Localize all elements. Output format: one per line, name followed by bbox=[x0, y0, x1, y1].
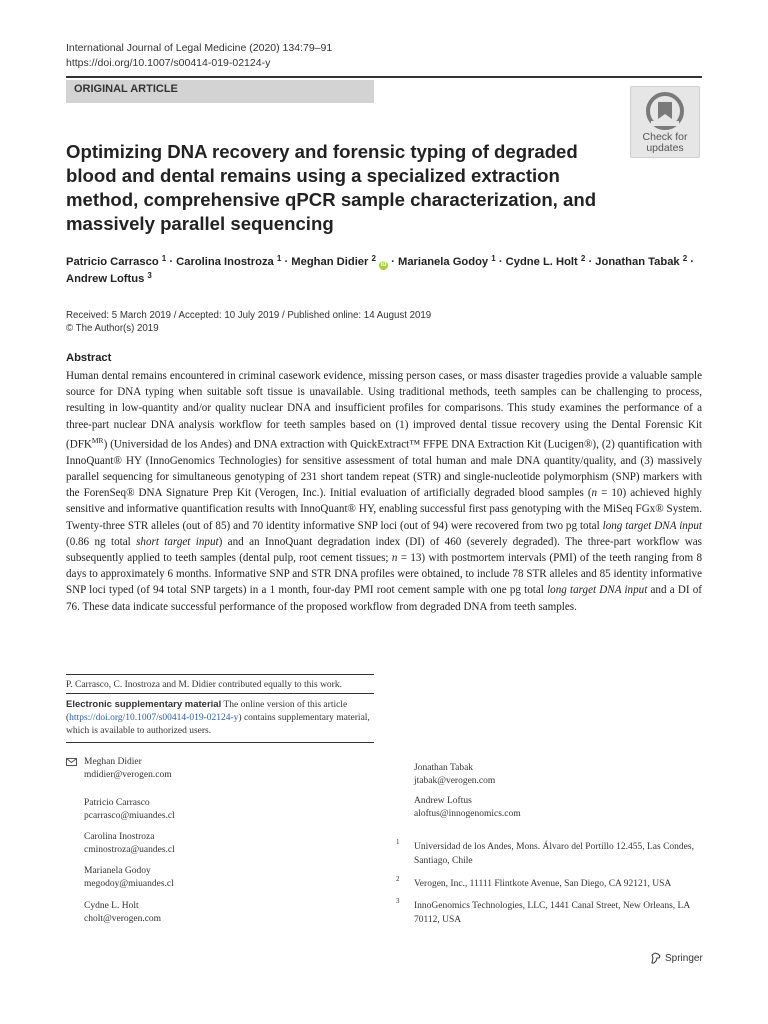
contact-email[interactable]: pcarrasco@miuandes.cl bbox=[84, 811, 175, 821]
affiliation-text: Verogen, Inc., 11111 Flintkote Avenue, San Diego, CA 92121, USA bbox=[414, 879, 672, 889]
journal-citation: International Journal of Legal Medicine (2020) 134:79–91 bbox=[66, 42, 333, 54]
affiliation-number: 3 bbox=[396, 897, 400, 905]
contact-name: Andrew Loftus bbox=[414, 796, 472, 806]
article-type-label: ORIGINAL ARTICLE bbox=[66, 80, 374, 103]
affiliation-text: InnoGenomics Technologies, LLC, 1441 Canal Street, New Orleans, LA 70112, USA bbox=[414, 901, 690, 925]
contact-email[interactable]: megodoy@miuandes.cl bbox=[84, 879, 174, 889]
contact-name: Meghan Didier bbox=[84, 757, 142, 767]
contact-entry bbox=[84, 865, 174, 891]
publication-dates: Received: 5 March 2019 / Accepted: 10 July 2019 / Published online: 14 August 2019 bbox=[66, 310, 432, 321]
contact-entry bbox=[414, 795, 521, 821]
affiliation-text: Universidad de los Andes, Mons. Álvaro del Portillo 12.455, Las Condes, Santiago, Chile bbox=[414, 842, 694, 866]
author-name[interactable]: Patricio Carrasco $^1$ bbox=[66, 254, 167, 268]
contact-email[interactable]: cminostroza@uandes.cl bbox=[84, 845, 175, 855]
contact-name: Cydne L. Holt bbox=[84, 901, 139, 911]
abstract-body: Human dental remains encountered in criminal casework evidence, missing person cases, or mass disaster tragedies provide a valuable sample source for DNA typing when suitable soft tissue is unavailable. Using traditional methods, teeth samples can be challenging to process, resulting in low-quantity and/or quality nuclear DNA and insufficient profiles for comparisons. This study examines the performance of a three-part nuclear DNA analysis workflow for teeth samples based on (1) improved dental tissue recovery using the Dental Forensic Kit $(DFK^{MR})$ (Universidad de los Andes) and DNA extraction with QuickExtract™ FFPE DNA Extraction Kit (Lucigen®), (2) quantification with InnoQuant® HY (InnoGenomics Technologies) for sensitive assessment of total human and male DNA quantity/quality, and (3) massively parallel sequencing for simultaneous genotyping of 231 short tandem repeat (STR) and single-nucleotide polymorphism (SNP) markers with the ForenSeq® DNA Signature Prep Kit (Verogen, Inc.). Initial evaluation of artificially degraded blood samples (n = 10) achieved highly sensitive and informative quantification results with InnoQuant® HY, enabling successful first pass genotyping with the MiSeq FGx® System. Twenty-three STR alleles (out of 85) and 70 identity informative SNP loci (out of 94) were recovered from two pg total long target DNA input (0.86 ng total short target input) and an InnoQuant degradation index (DI) of 460 (severely degraded). The three-part workflow was subsequently applied to teeth samples (dental pulp, root cement tissues; n = 13) with postmortem intervals (PMI) of the teeth ranging from 8 days to approximately 6 months. Informative SNP and STR DNA profiles were obtained, to include 78 STR alleles and 85 identity informative SNP loci typed (of 94 total SNP targets) in a 1 month, four-day PMI root cement sample with one pg total long target DNA input and a DI of 76. These data indicate successful performance of the proposed workflow from degraded DNA from teeth samples. bbox=[66, 370, 702, 613]
doi-link[interactable]: https://doi.org/10.1007/s00414-019-02124-y bbox=[66, 57, 271, 69]
affiliation-number: 1 bbox=[396, 838, 400, 846]
contact-name: Carolina Inostroza bbox=[84, 832, 155, 842]
author-name[interactable]: Jonathan Tabak $^2$ bbox=[595, 254, 688, 268]
contact-entry bbox=[84, 900, 161, 926]
contribution-note: P. Carrasco, C. Inostroza and M. Didier contributed equally to this work. bbox=[66, 680, 342, 690]
contact-entry bbox=[414, 762, 495, 788]
contact-email[interactable]: jtabak@verogen.com bbox=[414, 776, 496, 786]
copyright-notice: © The Author(s) 2019 bbox=[66, 323, 159, 334]
contact-name: Marianela Godoy bbox=[84, 866, 151, 876]
affiliation-number: 2 bbox=[396, 875, 400, 883]
envelope-icon bbox=[66, 758, 77, 766]
footnote-rule bbox=[66, 674, 374, 675]
author-name[interactable]: Marianela Godoy $^1$ bbox=[398, 254, 496, 268]
supplementary-link[interactable]: https://doi.org/10.1007/s00414-019-02124-y bbox=[69, 713, 239, 723]
contact-email[interactable]: cholt@verogen.com bbox=[84, 914, 162, 924]
contact-name: Patricio Carrasco bbox=[84, 798, 150, 808]
supplementary-material-note: Electronic supplementary material The online version of this article (https://doi.org/10.1007/s00414-019-02124-y) contains supplementary material, which is available to authorized users. bbox=[66, 699, 370, 736]
springer-horse-icon bbox=[650, 952, 662, 964]
check-for-updates-badge[interactable] bbox=[630, 86, 700, 158]
contact-entry bbox=[84, 756, 172, 782]
header-rule bbox=[66, 76, 702, 78]
contact-entry bbox=[84, 797, 175, 823]
author-name[interactable]: Meghan Didier $^2$ bbox=[291, 254, 376, 268]
check-updates-icon bbox=[645, 91, 685, 131]
author-name[interactable]: Andrew Loftus $^3$ bbox=[66, 271, 152, 285]
author-name[interactable]: Carolina Inostroza $^1$ bbox=[176, 254, 282, 268]
contact-entry bbox=[84, 831, 175, 857]
article-title: Optimizing DNA recovery and forensic typing of degraded blood and dental remains using a specialized extraction method, comprehensive qPCR sample characterization, and massively parallel sequencing bbox=[66, 141, 597, 234]
contact-email[interactable]: mdidier@verogen.com bbox=[84, 770, 172, 780]
footnote-rule bbox=[66, 742, 374, 743]
abstract-heading: Abstract bbox=[66, 352, 112, 364]
contact-email[interactable]: aloftus@innogenomics.com bbox=[414, 809, 521, 819]
author-list: Patricio Carrasco $^1$ · Carolina Inostroza $^1$ · Meghan Didier $^2$ iD · Marianela Godoy $^1$ · Cydne L. Holt $^2$ · Jonathan Tabak $^2$ · Andrew Loftus $^3$ bbox=[66, 254, 695, 285]
springer-logo: Springer bbox=[650, 952, 703, 964]
check-updates-label: Check for updates bbox=[642, 131, 688, 154]
contact-name: Jonathan Tabak bbox=[414, 763, 474, 773]
author-name[interactable]: Cydne L. Holt $^2$ bbox=[505, 254, 586, 268]
orcid-icon[interactable]: iD bbox=[380, 262, 387, 268]
footnote-rule bbox=[66, 693, 374, 694]
